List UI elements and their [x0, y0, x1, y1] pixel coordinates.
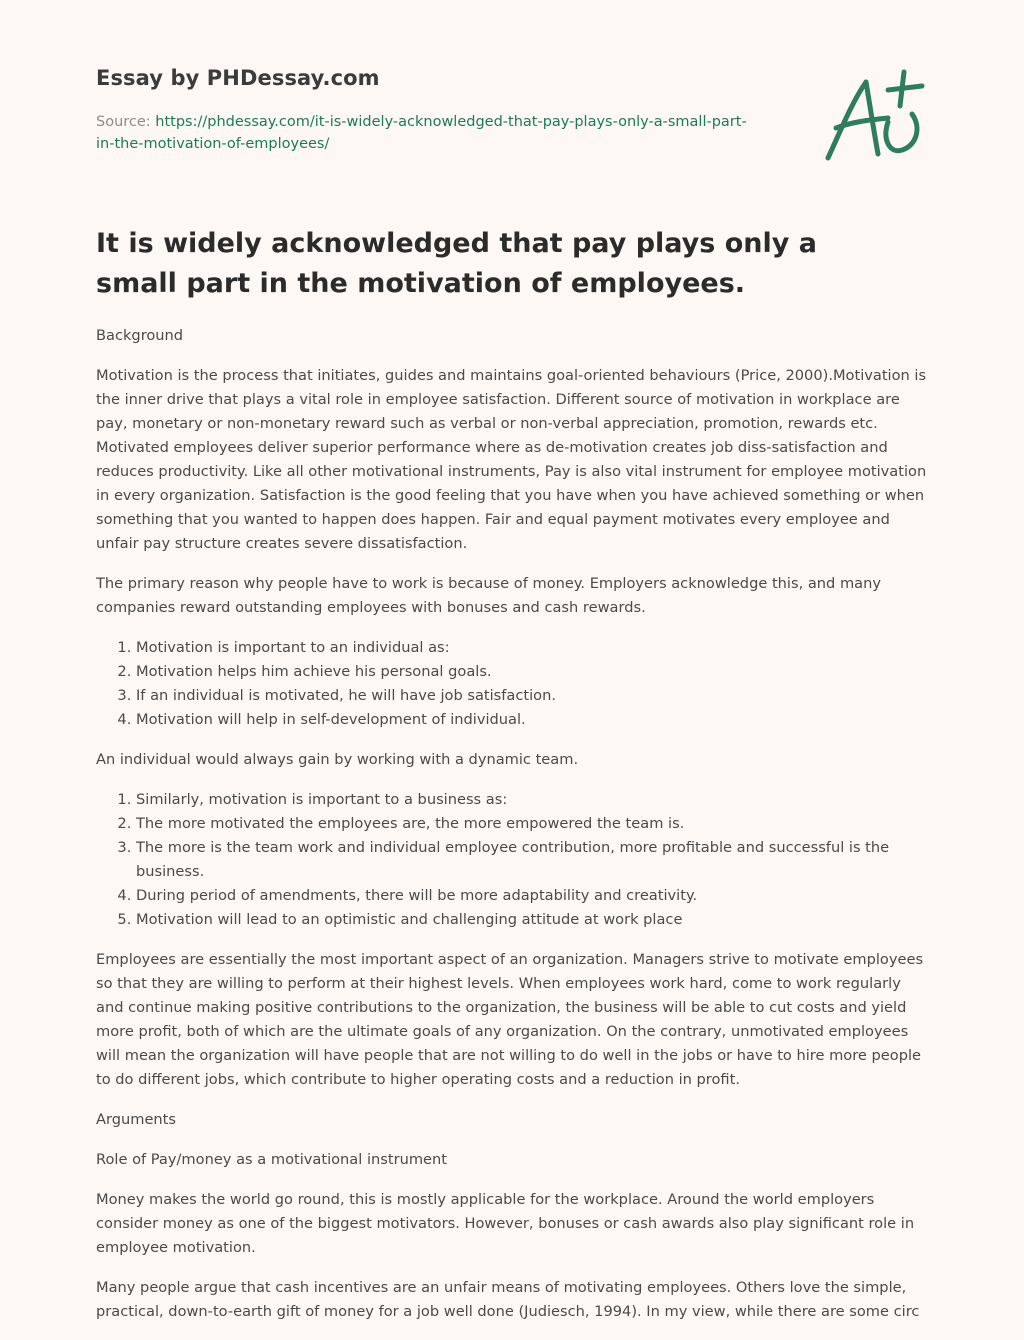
essay-body — [96, 324, 930, 1340]
list-individual-motivation — [96, 636, 930, 732]
list-item: 4. Motivation will help in self-development of individual. — [136, 708, 930, 732]
a-plus-grade-icon — [818, 62, 928, 172]
list-item: 1. Motivation is important to an individual as: — [136, 636, 930, 660]
list-item: 5. Motivation will lead to an optimistic and challenging attitude at work place — [136, 908, 930, 932]
list-business-motivation — [96, 788, 930, 932]
list-item: 2. Motivation helps him achieve his personal goals. — [136, 660, 930, 684]
source-link[interactable]: https://phdessay.com/it-is-widely-acknowledged-that-pay-plays-only-a-small-part-in-the-motivation-of-employees/ — [96, 114, 747, 152]
essay-title: It is widely acknowledged that pay plays only a small part in the motivation of employees. — [96, 228, 817, 299]
source-label: Source: — [96, 114, 156, 130]
list-item: 1. Similarly, motivation is important to a business as: — [136, 788, 930, 812]
site-brand: Essay by PHDessay.com — [96, 66, 380, 90]
list-item: 3. The more is the team work and individual employee contribution, more profitable and successful is the business. — [136, 836, 930, 884]
paragraph-2: The primary reason why people have to work is because of money. Employers acknowledge this, and many companies reward outstanding employees with bonuses and cash rewards. — [96, 575, 881, 616]
paragraph-6: Many people argue that cash incentives are an unfair means of motivating employees. Others love the simple, practical, down-to-earth gift of money for a job well done (Judiesch, 1994). In my view, while there are some circ — [96, 1279, 920, 1320]
paragraph-1: Motivation is the process that initiates, guides and maintains goal-oriented behaviours (Price, 2000).Motivation is the inner drive that plays a vital role in employee satisfaction. Different source of motivation in workplace are pay, monetary or non-monetary reward such as verbal or non-verbal appreciation, promotion, rewards etc. Motivated employees deliver superior performance where as de-motivation creates job diss-satisfaction and reduces productivity. Like all other motivational instruments, Pay is also vital instrument for employee motivation in every organization. Satisfaction is the good feeling that you have when you have achieved something or when something that you wanted to happen does happen. Fair and equal payment motivates every employee and unfair pay structure creates severe dissatisfaction. — [96, 367, 927, 552]
source-line — [96, 111, 756, 155]
list-item: 4. During period of amendments, there will be more adaptability and creativity. — [136, 884, 930, 908]
paragraph-3: An individual would always gain by working with a dynamic team. — [96, 751, 579, 768]
heading-background: Background — [96, 327, 184, 344]
subheading-pay: Role of Pay/money as a motivational instrument — [96, 1151, 447, 1168]
paragraph-4: Employees are essentially the most important aspect of an organization. Managers strive to motivate employees so that they are willing to perform at their highest levels. When employees work hard, come to work regularly and continue making positive contributions to the organization, the business will be able to cut costs and yield more profit, both of which are the ultimate goals of any organization. On the contrary, unmotivated employees will mean the organization will have people that are not willing to do well in the jobs or have to hire more people to do different jobs, which contribute to higher operating costs and a reduction in profit. — [96, 951, 924, 1088]
paragraph-5: Money makes the world go round, this is mostly applicable for the workplace. Around the world employers consider money as one of the biggest motivators. However, bonuses or cash awards also play significant role in employee motivation. — [96, 1191, 915, 1256]
heading-arguments: Arguments — [96, 1111, 177, 1128]
list-item: 2. The more motivated the employees are, the more empowered the team is. — [136, 812, 930, 836]
list-item: 3. If an individual is motivated, he will have job satisfaction. — [136, 684, 930, 708]
